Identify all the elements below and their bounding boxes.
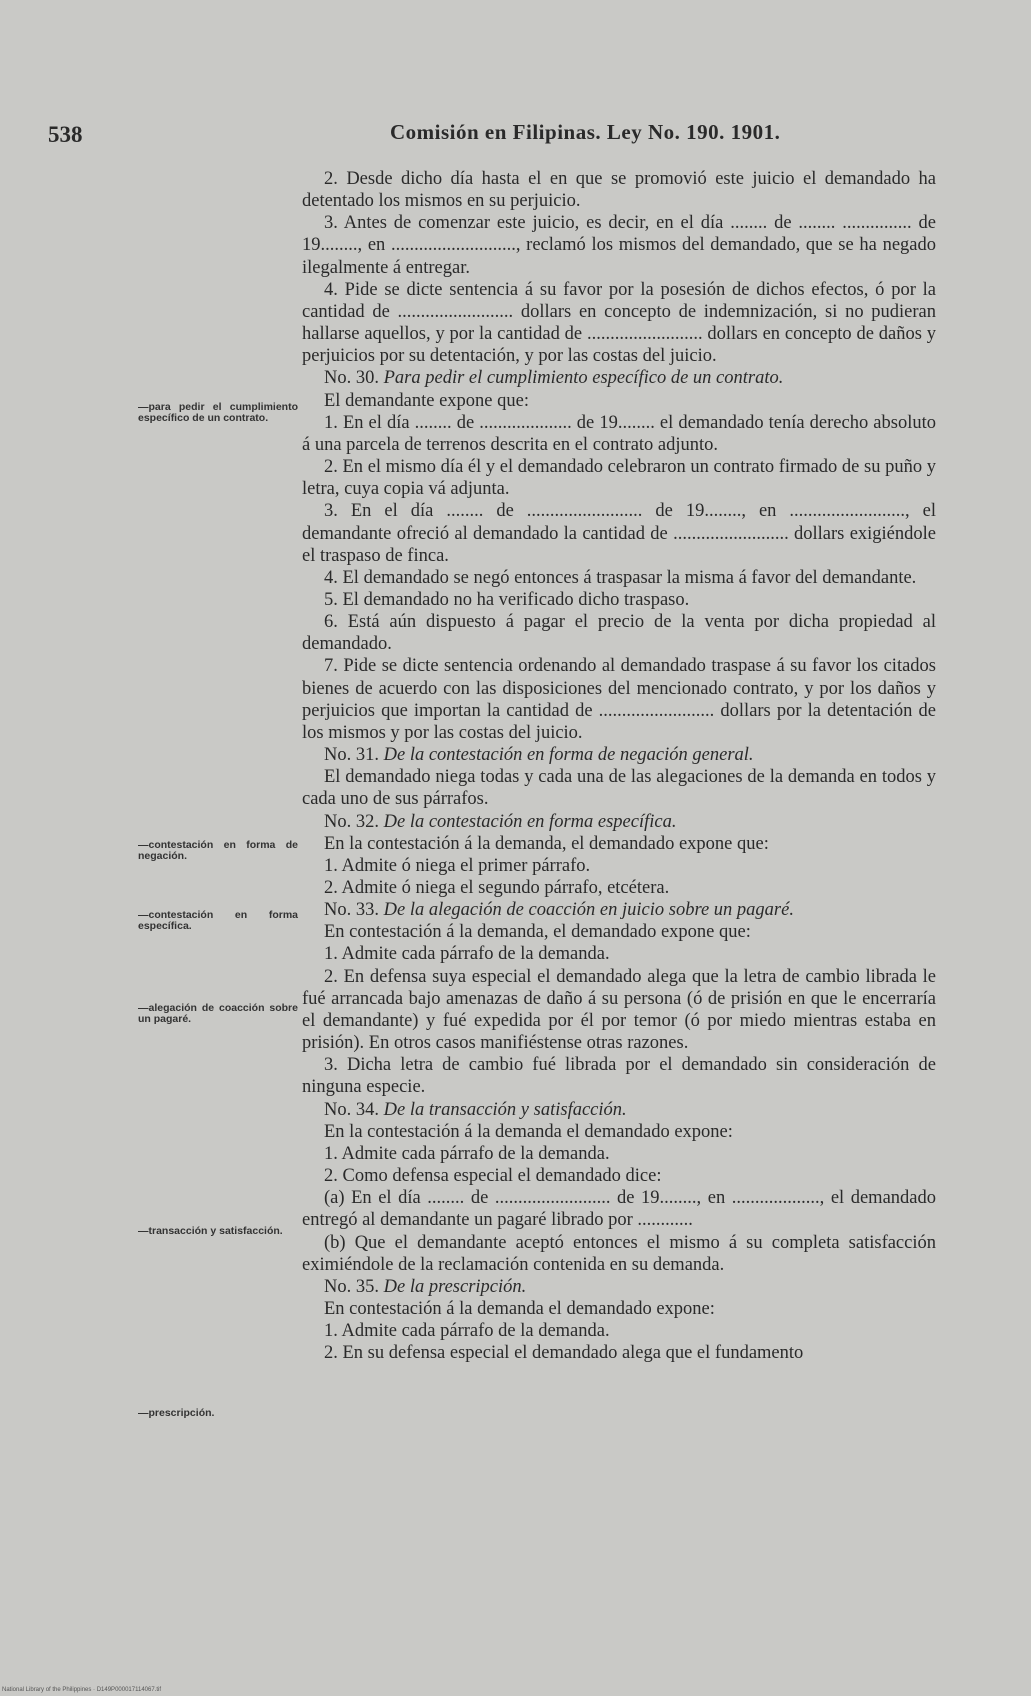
paragraph: 7. Pide se dicte sentencia ordenando al demandado traspase á su favor los citados bienes de acuerdo con las disposiciones del mencionado contrato, y por los daños y perjuicios que importan la cantidad de ......................... dollars por la detentación de los mismos y por las costas del juicio. (302, 656, 936, 743)
form-heading-34: No. 34. De la transacción y satisfacción. (324, 1099, 627, 1120)
scan-footer: National Library of the Philippines · D149P000017114067.tif (2, 1687, 161, 1693)
margin-note-specific-answer: —contestación en forma específica. (138, 909, 298, 932)
paragraph: En contestación á la demanda el demandado expone: (324, 1298, 715, 1319)
paragraph: 3. Dicha letra de cambio fué librada por el demandado sin consideración de ninguna especie. (302, 1055, 936, 1098)
paragraph: El demandante expone que: (324, 390, 529, 411)
form-heading-30: No. 30. Para pedir el cumplimiento específico de un contrato. (324, 368, 784, 389)
paragraph: 6. Está aún dispuesto á pagar el precio de la venta por dicha propiedad al demandado. (302, 612, 936, 655)
paragraph: 5. El demandado no ha verificado dicho traspaso. (324, 589, 690, 610)
paragraph: (a) En el día ........ de ......................... de 19........, en ..................., el demandado entregó al demandante un pagaré librado por ............ (302, 1188, 936, 1231)
paragraph: 2. Admite ó niega el segundo párrafo, etcétera. (324, 878, 670, 898)
paragraph: En la contestación á la demanda el demandado expone: (324, 1121, 733, 1142)
paragraph: 1. Admite cada párrafo de la demanda. (324, 944, 610, 965)
paragraph: (b) Que el demandante aceptó entonces el mismo á su completa satisfacción eximiéndole de la reclamación contenida en su demanda. (302, 1232, 936, 1275)
paragraph: En contestación á la demanda, el demandado expone que: (324, 922, 751, 943)
paragraph: 3. En el día ........ de ......................... de 19........, en ........................., el demandante ofreció al demandado la cantidad de ......................... dollars exigiéndole el traspaso de finca. (302, 501, 936, 566)
margin-note-prescription: —prescripción. (138, 1407, 215, 1419)
paragraph: 1. Admite ó niega el primer párrafo. (324, 855, 591, 876)
paragraph: 1. En el día ........ de .................... de 19........ el demandado tenía derecho absoluto á una parcela de terrenos descrita en el contrato adjunto. (302, 412, 936, 455)
paragraph: 2. En defensa suya especial el demandado alega que la letra de cambio librada le fué arrancada bajo amenazas de daño á su persona (ó de prisión en que le encerraría el demandante) y fué expedida por él por temor (ó por miedo mientras estaba en prisión). En otros casos manifiéstense otras razones. (302, 966, 936, 1054)
margin-note-duress: —alegación de coacción sobre un pagaré. (138, 1002, 298, 1025)
paragraph: 3. Antes de comenzar este juicio, es decir, en el día ........ de ........ ............... de 19........, en ..........................., reclamó los mismos del demandado, que se ha negado ilegalmente á entregar. (302, 213, 936, 278)
paragraph: El demandado niega todas y cada una de las alegaciones de la demanda en todos y cada uno de sus párrafos. (302, 767, 936, 810)
form-heading-35: No. 35. De la prescripción. (324, 1276, 527, 1297)
margin-note-accord-satisfaction: —transacción y satisfacción. (138, 1225, 283, 1237)
paragraph: 2. En su defensa especial el demandado alega que el fundamento (324, 1343, 804, 1364)
body-text (302, 168, 936, 1364)
form-heading-31: No. 31. De la contestación en forma de negación general. (324, 745, 754, 766)
form-heading-33: No. 33. De la alegación de coacción en juicio sobre un pagaré. (324, 900, 794, 921)
paragraph: En la contestación á la demanda, el demandado expone que: (324, 833, 769, 854)
paragraph: 4. El demandado se negó entonces á traspasar la misma á favor del demandante. (324, 567, 917, 588)
margin-note-general-denial: —contestación en forma de negación. (138, 839, 298, 862)
paragraph: 1. Admite cada párrafo de la demanda. (324, 1143, 610, 1164)
paragraph: 4. Pide se dicte sentencia á su favor por la posesión de dichos efectos, ó por la cantidad de ......................... dollars en concepto de indemnización, si no pudieran hallarse aquellos, y por la cantidad de ......................... dollars en concepto de daños y perjuicios por su detentación, y por las costas del juicio. (302, 279, 936, 367)
paragraph: 2. En el mismo día él y el demandado celebraron un contrato firmado de su puño y letra, cuya copia vá adjunta. (302, 457, 936, 500)
margin-note-specific-performance: —para pedir el cumplimiento específico de un contrato. (138, 401, 298, 424)
paragraph: 1. Admite cada párrafo de la demanda. (324, 1321, 610, 1342)
paragraph: 2. Como defensa especial el demandado dice: (324, 1166, 662, 1187)
form-heading-32: No. 32. De la contestación en forma específica. (324, 811, 677, 832)
page-number: 538 (48, 122, 83, 147)
paragraph: 2. Desde dicho día hasta el en que se promovió este juicio el demandado ha detentado los mismos en su perjuicio. (302, 169, 936, 212)
running-head: Comisión en Filipinas. Ley No. 190. 1901. (390, 120, 781, 144)
